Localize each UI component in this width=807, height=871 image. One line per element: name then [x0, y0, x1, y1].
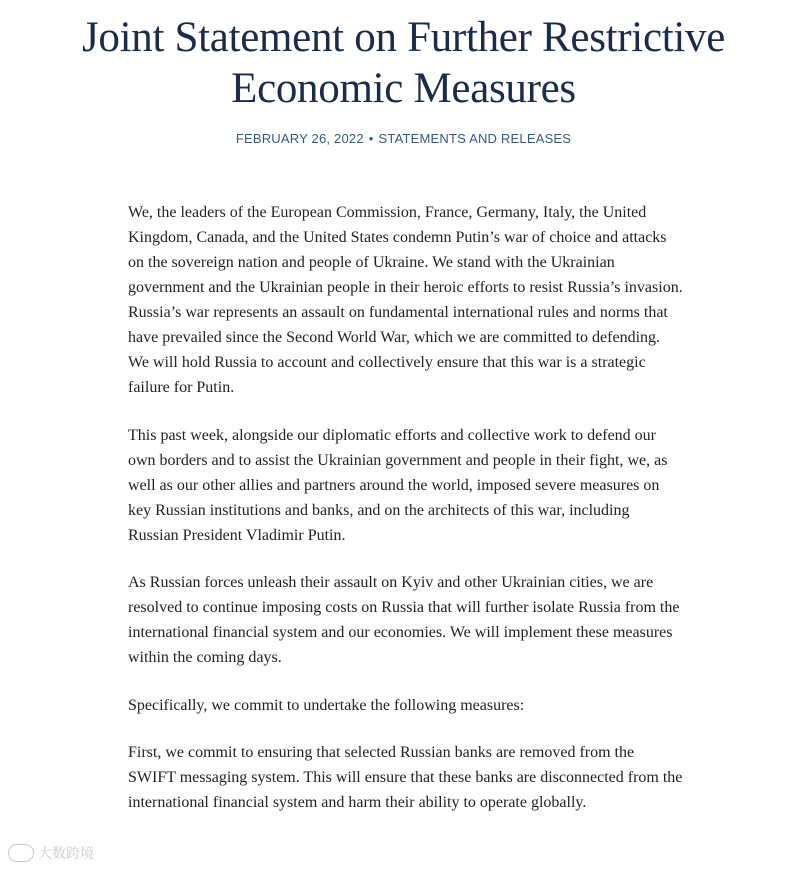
watermark-logo-icon	[8, 844, 34, 862]
meta-separator: •	[368, 131, 374, 146]
category-link[interactable]: STATEMENTS AND RELEASES	[378, 131, 572, 146]
page-title: Joint Statement on Further Restrictive Economic Measures	[81, 14, 726, 112]
paragraph-5: First, we commit to ensuring that selected Russian banks are removed from the SWIFT messaging system. This will ensure that these banks are disconnected from the international financial system and harm their ability to operate globally.	[128, 744, 683, 811]
article-meta	[0, 130, 807, 148]
article-body	[128, 200, 684, 838]
paragraph-3: As Russian forces unleash their assault on Kyiv and other Ukrainian cities, we are resolved to continue imposing costs on Russia that will further isolate Russia from the international financial system and our economies. We will implement these measures within the coming days.	[128, 574, 680, 666]
watermark	[8, 843, 94, 863]
publish-date: FEBRUARY 26, 2022	[235, 131, 364, 146]
paragraph-2: This past week, alongside our diplomatic efforts and collective work to defend our own borders and to assist the Ukrainian government and people in their fight, we, as well as our other allies and partners around the world, imposed severe measures on key Russian institutions and banks, and on the architects of this war, including Russian President Vladimir Putin.	[128, 426, 668, 544]
watermark-text: 大数跨境	[38, 845, 94, 861]
paragraph-4: Specifically, we commit to undertake the following measures:	[128, 696, 525, 714]
paragraph-1: We, the leaders of the European Commission, France, Germany, Italy, the United Kingdom, Canada, and the United States condemn Putin’s war of choice and attacks on the sovereign nation and people of Ukraine. We stand with the Ukrainian government and the Ukrainian people in their heroic efforts to resist Russia’s invasion. Russia’s war represents an assault on fundamental international rules and norms that have prevailed since the Second World War, which we are committed to defending. We will hold Russia to account and collectively ensure that this war is a strategic failure for Putin.	[128, 204, 683, 396]
